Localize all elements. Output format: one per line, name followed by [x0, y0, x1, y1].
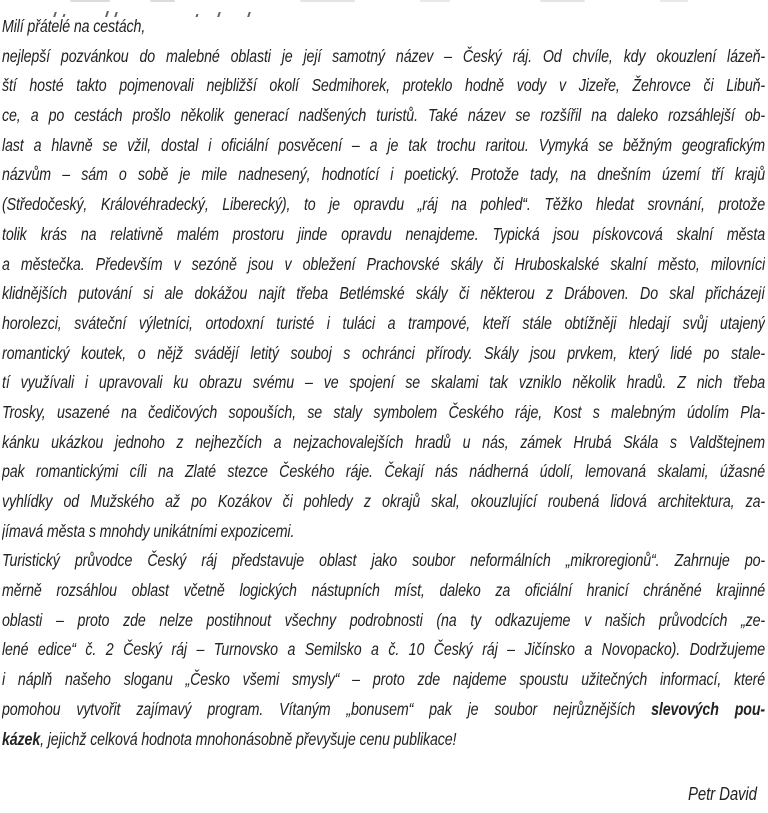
text-segment: tolik krás na relativně malém prostoru jinde opravdu nenajdeme. Typická jsou pískovcová skalní města — [2, 223, 765, 244]
text-line — [2, 635, 765, 665]
text-line — [2, 725, 765, 755]
text-segment: Trosky, usazené na čedičových sopouších, se staly symbolem Českého ráje, Kost s malebným údolím Pla- — [2, 401, 765, 422]
signature: Petr David — [687, 783, 757, 805]
text-segment: ští hosté takto pojmenovali nejbližší okolí Sedmihorek, proteklo hodně vody v Jizeře, Žehrovce či Libuň- — [2, 75, 765, 96]
text-segment: nejlepší pozvánkou do malebné oblasti je její samotný název – Český ráj. Od chvíle, kdy okouzlení lázeň- — [2, 45, 765, 66]
text-line — [2, 606, 765, 636]
text-line — [2, 220, 765, 250]
signature-spacer — [2, 754, 765, 779]
text-line — [2, 42, 765, 72]
text-segment: Milí přátelé na cestách, — [2, 16, 146, 36]
text-segment: a městečka. Především v sezóně jsou v obležení Prachovské skály či Hruboskalské skalní město, milovníci — [2, 253, 765, 274]
text-segment: last a hlavně se vžil, dostal i oficiální posvěcení – a je tak trochu raritou. Vymyká se běžným geografickým — [2, 134, 765, 155]
bold-text-segment: kázek — [2, 728, 41, 749]
text-line — [2, 160, 765, 190]
text-segment: lené edice“ č. 2 Český ráj – Turnovsko a Semilsko a č. 10 Český ráj – Jičínsko a Novopacko). Dodržujeme — [2, 639, 765, 660]
text-segment: měrně rozsáhlou oblast včetně logických nástupních míst, daleko za oficiální hranicí chráněné krajinné — [2, 580, 765, 601]
text-segment: jímavá města s mnohdy unikátními expozicemi. — [2, 520, 295, 541]
text-line — [2, 428, 765, 458]
text-segment: kánku ukázkou jednoho z nejhezčích a nejzachovalejších hradů u nás, zámek Hrubá Skála s Valdštejnem — [2, 431, 765, 452]
text-segment: tí využívali i upravovali ku obrazu svému – ve spojení se skalami tak vzniklo několik hradů. Z nich třeba — [2, 372, 765, 393]
text-segment: klidnějších putování si ale dokážou najít třeba Betlémské skály či některou z Dráboven. Do skal přicházejí — [2, 283, 765, 304]
text-line — [2, 131, 765, 161]
text-line — [2, 250, 765, 280]
text-line — [2, 457, 765, 487]
text-line — [2, 309, 765, 339]
text-line — [2, 339, 765, 369]
text-segment: ce, a po cestách prošlo několik generací nadšených turistů. Také název se rozšířil na daleko rozsáhlejší ob- — [2, 105, 765, 126]
text-line — [2, 398, 765, 428]
text-segment: , jejichž celková hodnota mnohonásobně převyšuje cenu publikace! — [40, 728, 457, 749]
text-segment: pomohou vytvořit zajímavý program. Vítaným „bonusem“ pak je soubor nejrůznějších — [2, 698, 652, 719]
text-segment: vyhlídky od Mužského až po Kozákov či pohledy z okrajů skal, okouzlující roubená lidová architektura, za- — [2, 491, 765, 511]
scan-artifact-marks — [0, 0, 768, 4]
text-line — [2, 101, 765, 131]
text-line — [2, 487, 765, 517]
foreword-text — [2, 12, 765, 809]
text-segment: Turistický průvodce Český ráj představuje oblast jako soubor neformálních „mikroregionů“. Zahrnuje po- — [2, 550, 765, 571]
bold-text-segment: slevových pou- — [651, 698, 765, 719]
text-segment: názvům – sám o sobě je mile nadnesený, hodnotící i poetický. Protože tady, na dnešním území tří krajů — [2, 164, 765, 185]
text-line — [2, 665, 765, 695]
text-line — [2, 546, 765, 576]
text-segment: romantický koutek, o nějž svádějí letitý souboj s ochránci přírody. Skály jsou prvkem, který lidé po stale- — [2, 342, 765, 363]
text-segment: (Středočeský, Královéhradecký, Liberecký), to je opravdu „ráj na pohled“. Těžko hledat srovnání, protože — [2, 194, 765, 215]
text-segment: oblasti – proto zde nelze postihnout všechny podrobnosti (na ty odkazujeme v našich průvodcích „ze- — [2, 609, 765, 630]
text-segment: pak romantickými cíli na Zlaté stezce Českého ráje. Čekají nás nádherná údolí, lemovaná skalami, úžasné — [2, 461, 765, 482]
text-segment: horolezci, sváteční výletníci, ortodoxní turisté i tuláci a trampové, kteří stále obtížněji hledají svůj utajený — [2, 312, 765, 333]
text-segment: i náplň našeho sloganu „Česko všemi smysly“ – proto zde najdeme spoustu užitečných informací, které — [2, 669, 765, 690]
text-line — [2, 71, 765, 101]
text-line — [2, 190, 765, 220]
text-line — [2, 517, 765, 547]
text-line — [2, 12, 765, 42]
text-line — [2, 695, 765, 725]
foreword-lines — [2, 12, 765, 754]
text-line — [2, 279, 765, 309]
text-line — [2, 576, 765, 606]
text-line — [2, 368, 765, 398]
